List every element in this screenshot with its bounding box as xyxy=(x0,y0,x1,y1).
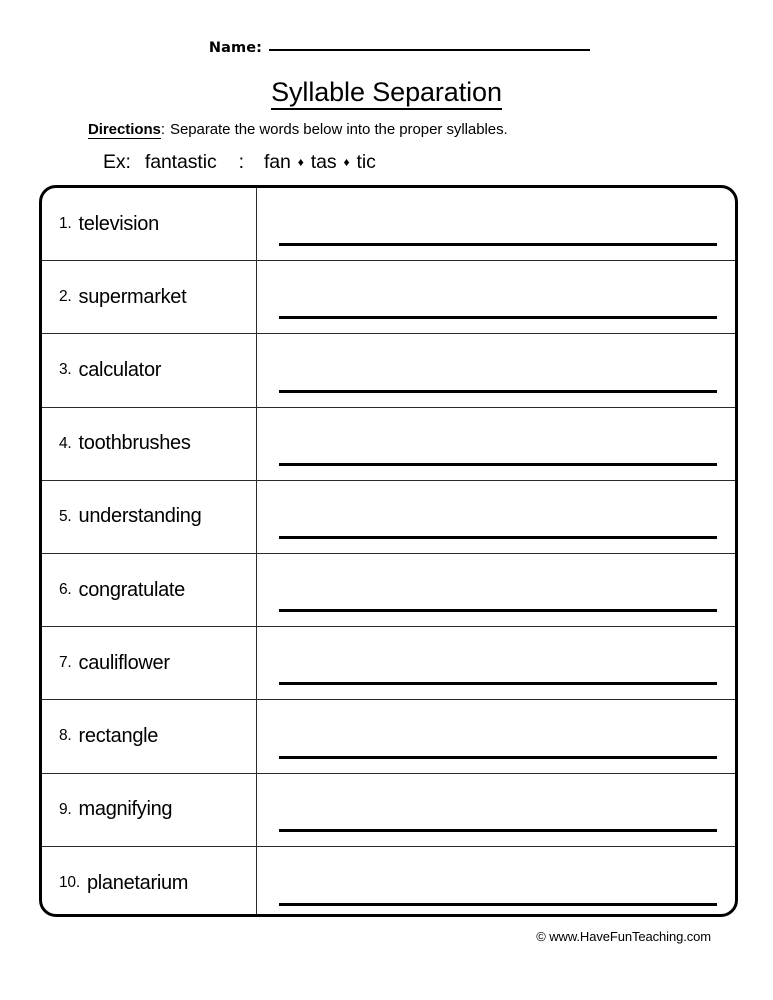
answer-cell[interactable] xyxy=(257,188,735,260)
diamond-separator-icon: ♦ xyxy=(343,155,350,169)
word-cell xyxy=(42,188,257,260)
row-word: cauliflower xyxy=(78,651,170,674)
name-label: Name: xyxy=(208,40,263,56)
answer-write-in-line[interactable] xyxy=(279,536,717,539)
row-number: 3. xyxy=(59,361,72,379)
word-cell xyxy=(42,700,257,772)
table-row xyxy=(42,408,735,481)
row-word: congratulate xyxy=(78,578,186,601)
answer-write-in-line[interactable] xyxy=(279,316,717,319)
page-title xyxy=(0,78,773,106)
row-number: 4. xyxy=(59,434,72,452)
example-syllable-3: tic xyxy=(356,151,376,173)
example-syllable-2: tas xyxy=(310,151,337,173)
word-cell xyxy=(42,554,257,626)
answer-cell[interactable] xyxy=(257,481,735,553)
name-write-in-line[interactable] xyxy=(269,49,590,51)
row-word: rectangle xyxy=(78,724,159,747)
directions-label: Directions xyxy=(88,121,161,138)
table-row xyxy=(42,261,735,334)
table-row xyxy=(42,774,735,847)
table-row xyxy=(42,188,735,261)
row-word: calculator xyxy=(78,358,162,381)
directions xyxy=(88,121,508,138)
row-word: television xyxy=(78,212,159,235)
word-cell xyxy=(42,261,257,333)
row-word: magnifying xyxy=(78,798,173,821)
row-word: planetarium xyxy=(86,871,189,894)
answer-write-in-line[interactable] xyxy=(279,390,717,393)
row-number: 7. xyxy=(59,654,72,672)
row-number: 9. xyxy=(59,800,72,818)
example-syllable-1: fan xyxy=(263,151,291,173)
answer-cell[interactable] xyxy=(257,774,735,846)
table-row xyxy=(42,481,735,554)
table-row xyxy=(42,554,735,627)
footer-copyright: © www.HaveFunTeaching.com xyxy=(536,929,711,944)
row-number: 6. xyxy=(59,581,72,599)
name-field-inner xyxy=(209,40,590,56)
answer-cell[interactable] xyxy=(257,700,735,772)
table-row xyxy=(42,700,735,773)
row-number: 1. xyxy=(59,215,72,233)
row-number: 2. xyxy=(59,288,72,306)
example-word: fantastic xyxy=(144,151,217,173)
answer-write-in-line[interactable] xyxy=(279,682,717,685)
diamond-separator-icon: ♦ xyxy=(297,155,304,169)
word-cell xyxy=(42,481,257,553)
table-row xyxy=(42,334,735,407)
answer-write-in-line[interactable] xyxy=(279,756,717,759)
answer-write-in-line[interactable] xyxy=(279,609,717,612)
row-word: toothbrushes xyxy=(78,432,191,455)
row-word: understanding xyxy=(78,505,202,528)
answer-cell[interactable] xyxy=(257,554,735,626)
row-number: 10. xyxy=(59,874,80,892)
page-title-text: Syllable Separation xyxy=(271,77,502,110)
answer-write-in-line[interactable] xyxy=(279,829,717,832)
name-field-row xyxy=(0,40,773,70)
answer-cell[interactable] xyxy=(257,847,735,917)
row-number: 5. xyxy=(59,507,72,525)
answer-write-in-line[interactable] xyxy=(279,243,717,246)
answer-cell[interactable] xyxy=(257,261,735,333)
answer-write-in-line[interactable] xyxy=(279,463,717,466)
example-colon: : xyxy=(238,151,244,173)
row-number: 8. xyxy=(59,727,72,745)
example-row xyxy=(103,151,376,174)
word-cell xyxy=(42,774,257,846)
table-row xyxy=(42,847,735,917)
answer-cell[interactable] xyxy=(257,334,735,406)
word-cell xyxy=(42,847,257,917)
word-cell xyxy=(42,408,257,480)
worksheet-table xyxy=(39,185,738,917)
row-word: supermarket xyxy=(78,285,187,308)
table-row xyxy=(42,627,735,700)
word-cell xyxy=(42,627,257,699)
answer-write-in-line[interactable] xyxy=(279,903,717,906)
directions-colon: : xyxy=(160,121,165,138)
answer-cell[interactable] xyxy=(257,627,735,699)
word-cell xyxy=(42,334,257,406)
example-label: Ex: xyxy=(103,151,131,173)
directions-text: Separate the words below into the proper syllables. xyxy=(169,121,508,138)
answer-cell[interactable] xyxy=(257,408,735,480)
